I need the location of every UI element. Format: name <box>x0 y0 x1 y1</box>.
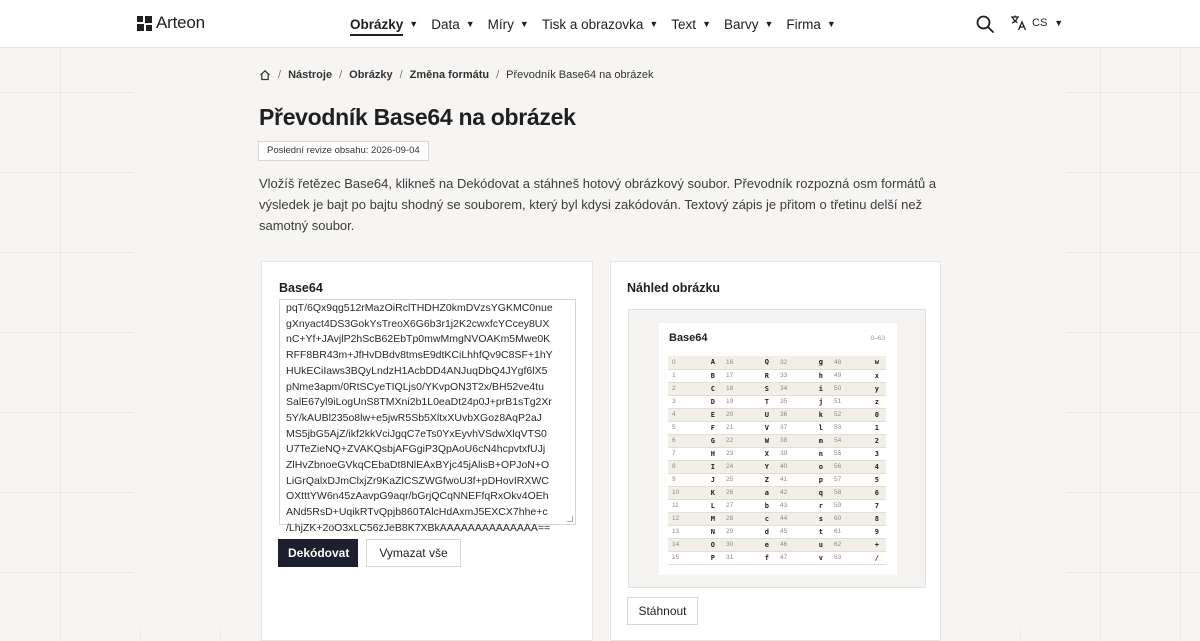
table-cell-index: 3 <box>668 395 698 408</box>
table-row <box>668 525 886 538</box>
caret-down-icon: ▼ <box>519 19 529 29</box>
table-cell-index: 36 <box>776 408 806 421</box>
table-row <box>668 395 886 408</box>
table-row <box>668 356 886 369</box>
table-cell-index: 38 <box>776 434 806 447</box>
nav-label: Tisk a obrazovka <box>541 16 644 32</box>
table-cell-char: s <box>806 512 830 525</box>
breadcrumb-separator: / <box>496 69 500 81</box>
table-cell-char: + <box>860 538 886 551</box>
decode-button[interactable]: Dekódovat <box>278 539 358 567</box>
table-cell-index: 45 <box>776 525 806 538</box>
table-cell-char: I <box>698 460 722 473</box>
table-cell-index: 56 <box>830 460 860 473</box>
table-row <box>668 486 886 499</box>
table-cell-char: R <box>752 369 776 382</box>
table-cell-char: T <box>752 395 776 408</box>
table-cell-char: F <box>698 421 722 434</box>
table-cell-index: 6 <box>668 434 698 447</box>
table-cell-char: 0 <box>860 408 886 421</box>
table-cell-index: 55 <box>830 447 860 460</box>
breadcrumb-link-obrazky[interactable]: Obrázky <box>349 69 393 81</box>
table-cell-char: f <box>752 551 776 564</box>
table-cell-char: w <box>860 356 886 369</box>
breadcrumb-current: Převodník Base64 na obrázek <box>506 69 654 81</box>
table-cell-index: 29 <box>722 525 752 538</box>
table-row <box>668 499 886 512</box>
table-row <box>668 434 886 447</box>
table-cell-index: 24 <box>722 460 752 473</box>
table-cell-char: 4 <box>860 460 886 473</box>
main-content <box>134 48 1066 630</box>
table-cell-index: 34 <box>776 382 806 395</box>
table-cell-index: 50 <box>830 382 860 395</box>
table-cell-char: 2 <box>860 434 886 447</box>
table-cell-char: 7 <box>860 499 886 512</box>
table-cell-index: 52 <box>830 408 860 421</box>
table-row <box>668 447 886 460</box>
table-cell-char: M <box>698 512 722 525</box>
table-cell-char: Y <box>752 460 776 473</box>
table-cell-index: 37 <box>776 421 806 434</box>
nav-item-miry[interactable] <box>488 17 529 32</box>
table-cell-index: 40 <box>776 460 806 473</box>
table-cell-char: d <box>752 525 776 538</box>
nav-label: Obrázky <box>350 17 403 36</box>
table-cell-index: 47 <box>776 551 806 564</box>
table-cell-index: 41 <box>776 473 806 486</box>
table-cell-index: 61 <box>830 525 860 538</box>
table-cell-index: 8 <box>668 460 698 473</box>
base64-input-panel <box>261 261 593 641</box>
table-cell-index: 4 <box>668 408 698 421</box>
table-cell-char: D <box>698 395 722 408</box>
table-cell-index: 1 <box>668 369 698 382</box>
table-cell-char: c <box>752 512 776 525</box>
search-icon <box>975 14 995 34</box>
download-button[interactable]: Stáhnout <box>627 597 698 625</box>
table-cell-char: W <box>752 434 776 447</box>
breadcrumb-link-nastroje[interactable]: Nástroje <box>288 69 333 81</box>
table-cell-char: j <box>806 395 830 408</box>
table-cell-char: y <box>860 382 886 395</box>
table-cell-index: 17 <box>722 369 752 382</box>
table-cell-char: a <box>752 486 776 499</box>
caret-down-icon: ▼ <box>826 19 836 29</box>
base64-label: Base64 <box>279 281 323 295</box>
table-cell-index: 2 <box>668 382 698 395</box>
table-row <box>668 421 886 434</box>
table-cell-index: 11 <box>668 499 698 512</box>
table-cell-char: 6 <box>860 486 886 499</box>
table-row <box>668 369 886 382</box>
caret-down-icon: ▼ <box>409 19 419 29</box>
table-cell-index: 23 <box>722 447 752 460</box>
caret-down-icon: ▼ <box>764 19 774 29</box>
table-cell-char: v <box>806 551 830 564</box>
breadcrumb-separator: / <box>339 69 343 81</box>
table-row <box>668 460 886 473</box>
table-cell-index: 54 <box>830 434 860 447</box>
home-icon[interactable] <box>259 69 271 81</box>
table-row <box>668 473 886 486</box>
table-cell-char: X <box>752 447 776 460</box>
table-cell-index: 21 <box>722 421 752 434</box>
table-cell-char: Q <box>752 356 776 369</box>
table-cell-index: 9 <box>668 473 698 486</box>
table-cell-index: 19 <box>722 395 752 408</box>
table-cell-char: p <box>806 473 830 486</box>
breadcrumb-link-zmena-formatu[interactable]: Změna formátu <box>409 69 490 81</box>
table-cell-char: 5 <box>860 473 886 486</box>
table-cell-char: Z <box>752 473 776 486</box>
table-cell-index: 58 <box>830 486 860 499</box>
table-cell-char: 3 <box>860 447 886 460</box>
preview-frame <box>628 309 926 588</box>
nav-label: Míry <box>487 16 514 32</box>
table-cell-char: h <box>806 369 830 382</box>
base64-alphabet-table <box>668 356 886 565</box>
table-cell-char: z <box>860 395 886 408</box>
nav-label: Text <box>671 16 697 32</box>
table-cell-index: 27 <box>722 499 752 512</box>
table-cell-index: 10 <box>668 486 698 499</box>
translate-icon <box>1010 14 1027 31</box>
table-cell-index: 14 <box>668 538 698 551</box>
breadcrumb-separator: / <box>399 69 403 81</box>
table-cell-char: J <box>698 473 722 486</box>
caret-down-icon: ▼ <box>465 19 475 29</box>
table-cell-char: g <box>806 356 830 369</box>
table-row <box>668 408 886 421</box>
table-cell-index: 31 <box>722 551 752 564</box>
table-cell-index: 62 <box>830 538 860 551</box>
table-cell-char: C <box>698 382 722 395</box>
table-cell-index: 5 <box>668 421 698 434</box>
caret-down-icon: ▼ <box>1054 17 1064 28</box>
table-cell-char: r <box>806 499 830 512</box>
table-cell-index: 0 <box>668 356 698 369</box>
main-nav <box>350 0 849 48</box>
table-cell-index: 35 <box>776 395 806 408</box>
caret-down-icon: ▼ <box>702 19 711 29</box>
table-cell-index: 15 <box>668 551 698 564</box>
table-cell-index: 48 <box>830 356 860 369</box>
table-cell-char: G <box>698 434 722 447</box>
base64-textarea-value: pqT/6Qx9qg512rMazOiRclTHDHZ0kmDVzsYGKMC0nue gXnyact4DS3GokYsTreoX6G6b3r1j2K2cwxfcYCcey8UX nC+Yf+JAvjlP2hScB62EbTp0mwMmgNVOAKm5Mwe0K RFF8BR43m+JfHvDBdv8tmsE9dtKCiLhhfQv9C8SF+1hY HUkECiIaws3BQyLndzH1AcbDD4ANJuqDbQ4JYgf6lX5 pNme3apm/0RtSCyeTIQLjs0/YKvpON3T2x/BH52ve4tu SalE67yl9iLogUnS8TMXni2b1L0eaDt24p0J+prB1sTg2Xr 5Y/kAUBl235o8lw+e5jwR5Sb5XltxXUvbXGoz8AqP2aJ MS5jbG5AjZ/ikf2kkVciJgqC7eTs0YxEyvhVSdwXlqVTS0 U7TeZieNQ+ZVAKQsbjAFGgiP3QpAoU6cN4hcpvtxfUJj ZlHvZbnoeGVkqCEbaDt8NlEAxBYjc45jAlisB+OPJoN+O LiGrQalxDJmClxjZr9KaZlCSZWGfwoU3f+pDHovIRXWC OXtttYW6n45zAavpG9aqr/bGrjQCqNNEFfqRxOkv4OEh ANd5RsD+UqikRTvQpjb860TAlcHdAxmJ5EXCX7hhe+c /LhjZK+2oO3xLC56zJeB8K7XBkAAAAAAAAAAAAAA== <box>286 302 553 534</box>
nav-label: Firma <box>786 16 821 32</box>
table-cell-index: 51 <box>830 395 860 408</box>
image-preview-panel <box>610 261 941 641</box>
language-selector[interactable] <box>1010 14 1063 31</box>
table-cell-index: 63 <box>830 551 860 564</box>
table-cell-index: 30 <box>722 538 752 551</box>
intro-text: Vložíš řetězec Base64, klikneš na Dekódovat a stáhneš hotový obrázkový soubor. Převodník rozpozná osm formátů a výsledek je bajt po bajtu shodný se souborem, který byl kdysi zakódován. Textový zápis je přitom o třetinu delší než samotný soubor. <box>259 176 937 233</box>
table-cell-index: 60 <box>830 512 860 525</box>
table-cell-char: O <box>698 538 722 551</box>
table-cell-char: N <box>698 525 722 538</box>
nav-item-tisk-a-obrazovka[interactable] <box>542 17 658 32</box>
table-cell-char: x <box>860 369 886 382</box>
table-cell-char: o <box>806 460 830 473</box>
table-cell-char: / <box>860 551 886 564</box>
table-cell-index: 26 <box>722 486 752 499</box>
nav-item-obrazky[interactable] <box>350 13 418 36</box>
table-cell-index: 20 <box>722 408 752 421</box>
table-cell-index: 39 <box>776 447 806 460</box>
page-title: Převodník Base64 na obrázek <box>259 104 576 130</box>
table-cell-index: 18 <box>722 382 752 395</box>
table-cell-char: S <box>752 382 776 395</box>
table-row <box>668 551 886 564</box>
table-cell-index: 42 <box>776 486 806 499</box>
table-cell-index: 53 <box>830 421 860 434</box>
table-cell-char: e <box>752 538 776 551</box>
table-cell-index: 12 <box>668 512 698 525</box>
table-cell-char: A <box>698 356 722 369</box>
table-cell-char: i <box>806 382 830 395</box>
search-button[interactable] <box>975 14 995 34</box>
table-cell-index: 32 <box>776 356 806 369</box>
table-row <box>668 512 886 525</box>
resize-handle-icon[interactable] <box>567 516 573 522</box>
table-cell-index: 28 <box>722 512 752 525</box>
table-cell-char: q <box>806 486 830 499</box>
table-cell-char: 1 <box>860 421 886 434</box>
table-cell-char: U <box>752 408 776 421</box>
logo-icon <box>137 16 152 31</box>
table-cell-index: 16 <box>722 356 752 369</box>
table-cell-index: 25 <box>722 473 752 486</box>
table-cell-index: 33 <box>776 369 806 382</box>
table-cell-index: 22 <box>722 434 752 447</box>
revision-badge: Poslední revize obsahu: 2026-09-04 <box>258 141 429 161</box>
nav-item-firma[interactable] <box>786 17 835 32</box>
language-label: CS <box>1032 16 1048 29</box>
preview-label: Náhled obrázku <box>627 281 721 295</box>
table-cell-char: K <box>698 486 722 499</box>
table-cell-char: l <box>806 421 830 434</box>
table-cell-index: 49 <box>830 369 860 382</box>
base64-textarea[interactable] <box>279 299 576 534</box>
caret-down-icon: ▼ <box>649 19 659 29</box>
table-cell-char: u <box>806 538 830 551</box>
table-cell-index: 59 <box>830 499 860 512</box>
table-cell-index: 13 <box>668 525 698 538</box>
breadcrumb-separator: / <box>278 69 282 81</box>
table-cell-index: 44 <box>776 512 806 525</box>
table-row <box>668 538 886 551</box>
top-navigation-bar <box>0 0 1200 48</box>
image-range: 0–63 <box>870 335 885 342</box>
decoded-image <box>659 323 897 575</box>
breadcrumb <box>259 69 654 81</box>
table-cell-char: b <box>752 499 776 512</box>
nav-item-barvy[interactable] <box>724 17 773 32</box>
table-cell-char: E <box>698 408 722 421</box>
table-cell-index: 57 <box>830 473 860 486</box>
table-cell-index: 46 <box>776 538 806 551</box>
table-cell-char: 8 <box>860 512 886 525</box>
table-cell-char: L <box>698 499 722 512</box>
image-title: Base64 <box>669 332 708 344</box>
nav-item-text[interactable] <box>671 17 711 32</box>
table-cell-char: P <box>698 551 722 564</box>
table-cell-char: m <box>806 434 830 447</box>
table-cell-char: t <box>806 525 830 538</box>
table-cell-char: n <box>806 447 830 460</box>
nav-label: Barvy <box>723 16 759 32</box>
table-cell-char: H <box>698 447 722 460</box>
table-cell-index: 7 <box>668 447 698 460</box>
nav-item-data[interactable] <box>431 17 474 32</box>
table-cell-char: 9 <box>860 525 886 538</box>
table-cell-char: B <box>698 369 722 382</box>
table-cell-char: V <box>752 421 776 434</box>
table-cell-index: 43 <box>776 499 806 512</box>
clear-all-button[interactable]: Vymazat vše <box>366 539 461 567</box>
logo[interactable] <box>137 13 205 33</box>
table-cell-char: k <box>806 408 830 421</box>
nav-label: Data <box>431 16 460 32</box>
logo-text: Arteon <box>156 13 205 32</box>
table-row <box>668 382 886 395</box>
